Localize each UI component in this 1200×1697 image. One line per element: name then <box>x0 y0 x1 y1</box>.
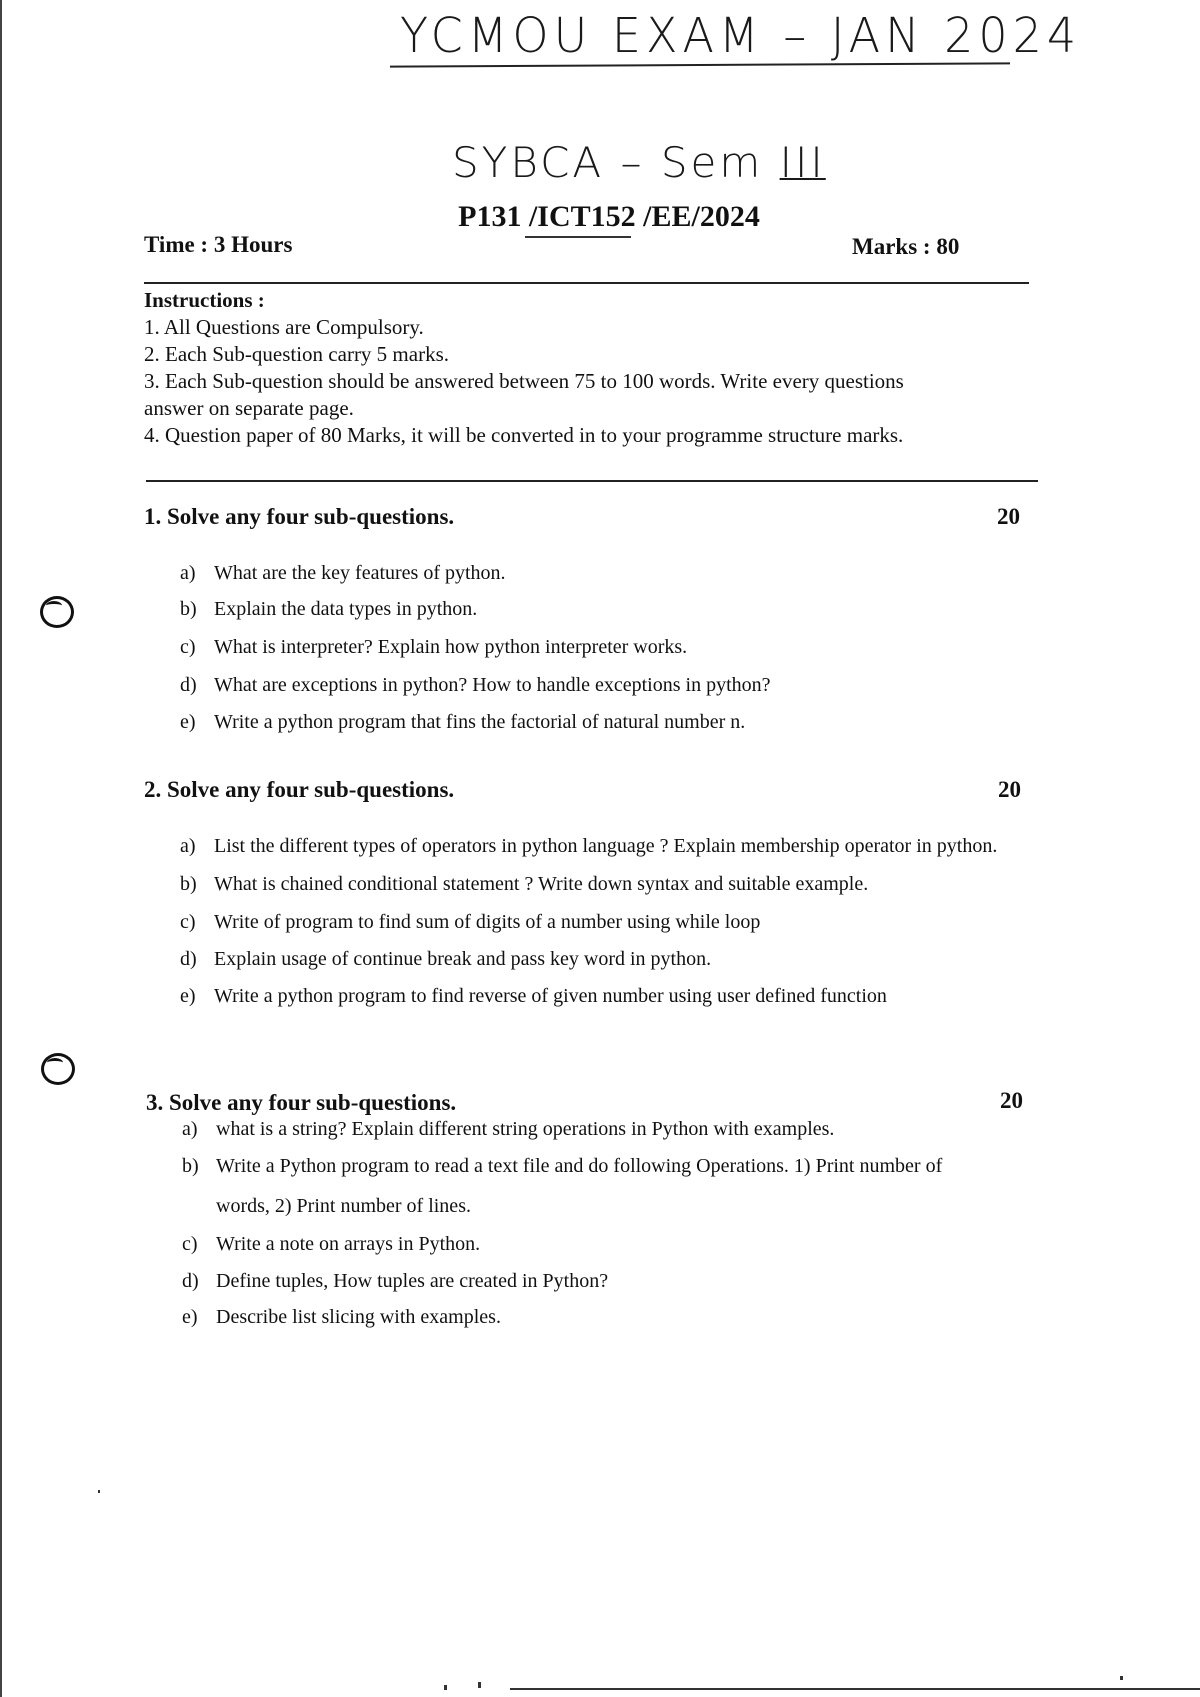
sub-letter: c) <box>180 636 196 658</box>
instruction-item: answer on separate page. <box>144 396 354 420</box>
sub-text: Write a note on arrays in Python. <box>216 1233 481 1255</box>
scan-speck <box>478 1682 481 1688</box>
question-1-sub-e <box>180 711 745 734</box>
sub-text: what is a string? Explain different string operations in Python with examples. <box>216 1118 835 1140</box>
sub-text: Explain usage of continue break and pass key word in python. <box>214 948 712 970</box>
question-1-sub-a <box>180 562 506 585</box>
question-1-marks: 20 <box>997 504 1020 529</box>
handwritten-course-roman: III <box>779 138 826 187</box>
question-2-sub-a <box>180 835 997 858</box>
instructions-divider <box>146 480 1038 482</box>
sub-letter: d) <box>180 674 197 696</box>
handwritten-exam-title: YCMOU EXAM – JAN 2024 <box>400 6 1082 64</box>
instructions-title: Instructions : <box>144 288 265 312</box>
question-3-marks: 20 <box>1000 1088 1023 1113</box>
question-3-sub-c <box>182 1233 480 1256</box>
scan-speck <box>444 1685 447 1690</box>
question-1-sub-c <box>180 636 687 659</box>
question-2-marks: 20 <box>998 777 1021 802</box>
question-3-heading: 3. Solve any four sub-questions. <box>146 1090 457 1115</box>
question-2-heading: 2. Solve any four sub-questions. <box>144 777 455 802</box>
question-2-sub-e <box>180 985 887 1008</box>
sub-text: Write a python program that fins the factorial of natural number n. <box>214 711 746 733</box>
question-3-sub-e <box>182 1306 501 1329</box>
instruction-item: 3. Each Sub-question should be answered between 75 to 100 words. Write every questions <box>144 369 904 393</box>
exam-time: Time : 3 Hours <box>144 232 293 257</box>
sub-text: List the different types of operators in python language ? Explain membership operator in python. <box>214 835 998 857</box>
sub-text: words, 2) Print number of lines. <box>216 1195 471 1217</box>
sub-text: Describe list slicing with examples. <box>216 1306 501 1328</box>
sub-text: What are exceptions in python? How to handle exceptions in python? <box>214 674 771 696</box>
paper-code-underline <box>525 236 631 238</box>
instruction-item: 4. Question paper of 80 Marks, it will be converted in to your programme structure marks. <box>144 423 904 447</box>
scan-edge-left <box>0 0 2 1697</box>
sub-letter: a) <box>180 562 196 584</box>
sub-text: Write of program to find sum of digits of a number using while loop <box>214 911 761 933</box>
handwritten-course-prefix: SYBCA – Sem <box>452 138 780 187</box>
sub-letter: d) <box>180 948 197 970</box>
sub-text: Explain the data types in python. <box>214 598 478 620</box>
scan-speck <box>1120 1676 1123 1680</box>
question-3-sub-b-continued <box>182 1195 471 1218</box>
question-1-sub-b <box>180 598 477 621</box>
scan-edge-bottom <box>510 1688 1200 1690</box>
question-2-sub-c <box>180 911 760 934</box>
sub-letter: a) <box>180 835 196 857</box>
punch-hole <box>41 1053 75 1085</box>
sub-letter: e) <box>180 985 196 1007</box>
sub-letter: b) <box>180 598 197 620</box>
question-3-sub-b <box>182 1155 942 1178</box>
handwritten-course <box>452 138 826 187</box>
question-3-sub-d <box>182 1270 608 1293</box>
sub-letter: b) <box>180 873 197 895</box>
question-2-sub-d <box>180 948 711 971</box>
question-2-sub-b <box>180 873 868 896</box>
instruction-item: 2. Each Sub-question carry 5 marks. <box>144 342 450 366</box>
sub-text: What is interpreter? Explain how python interpreter works. <box>214 636 688 658</box>
paper-code: P131 /ICT152 /EE/2024 <box>458 200 760 233</box>
sub-letter: e) <box>182 1306 198 1328</box>
sub-letter: b) <box>182 1155 199 1177</box>
sub-letter: a) <box>182 1118 198 1140</box>
sub-text: Write a python program to find reverse of given number using user defined function <box>214 985 887 1007</box>
instruction-item: 1. All Questions are Compulsory. <box>144 315 424 339</box>
sub-text: Define tuples, How tuples are created in Python? <box>216 1270 609 1292</box>
question-1-heading: 1. Solve any four sub-questions. <box>144 504 455 529</box>
sub-letter <box>182 1195 216 1218</box>
sub-text: Write a Python program to read a text file and do following Operations. 1) Print number of <box>216 1155 943 1177</box>
punch-hole <box>40 596 74 628</box>
exam-marks: Marks : 80 <box>852 234 960 259</box>
question-3-sub-a <box>182 1118 834 1141</box>
sub-letter: c) <box>182 1233 198 1255</box>
sub-letter: e) <box>180 711 196 733</box>
sub-text: What are the key features of python. <box>214 562 506 584</box>
sub-letter: d) <box>182 1270 199 1292</box>
scan-speck <box>98 1490 100 1493</box>
sub-text: What is chained conditional statement ? Write down syntax and suitable example. <box>214 873 869 895</box>
header-divider <box>144 282 1029 284</box>
question-1-sub-d <box>180 674 771 697</box>
instructions-block <box>144 287 1024 449</box>
sub-letter: c) <box>180 911 196 933</box>
